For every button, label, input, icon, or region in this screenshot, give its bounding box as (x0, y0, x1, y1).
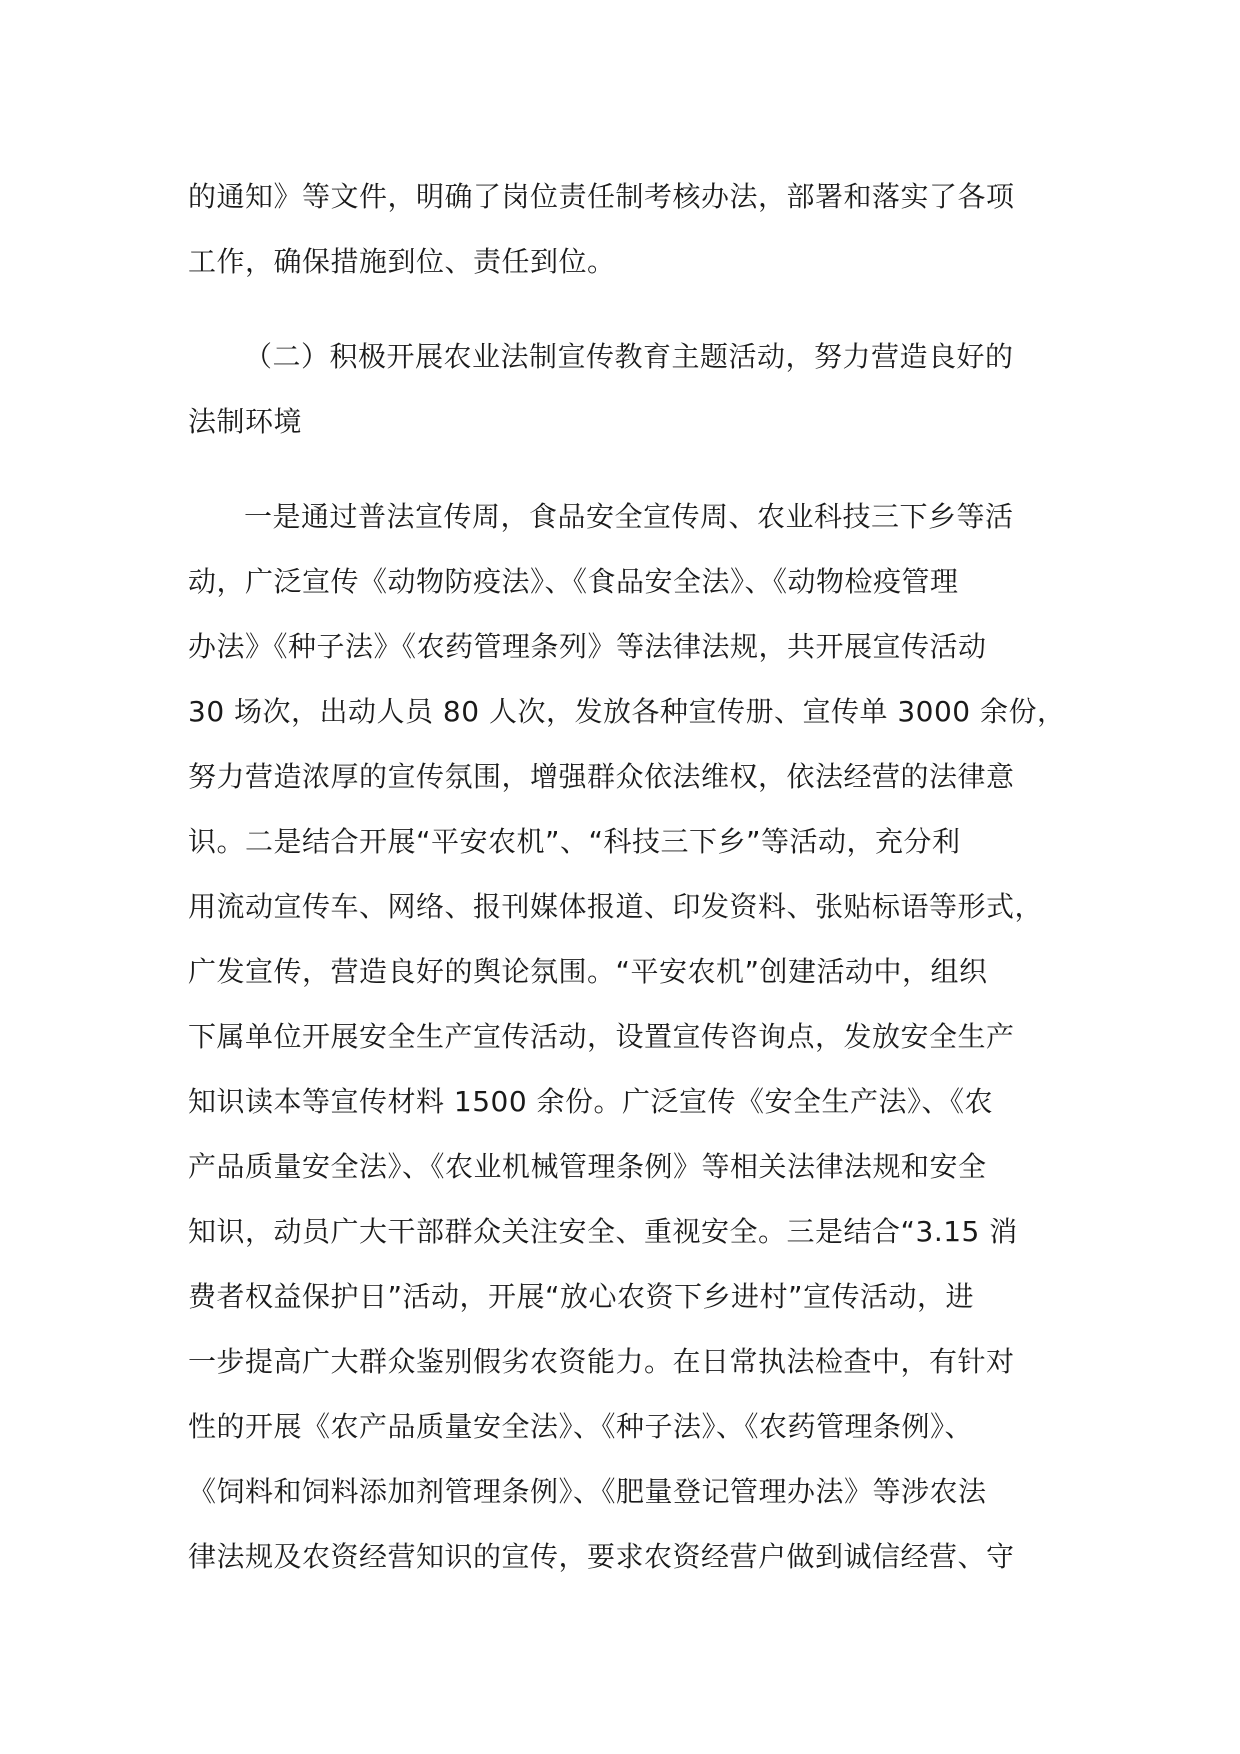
paragraph-continuation (188, 164, 1068, 294)
text-line: 广发宣传，营造良好的舆论氛围。“平安农机”创建活动中，组织 (188, 955, 988, 988)
paragraph-body (188, 484, 1068, 1589)
text-line: 费者权益保护日”活动，开展“放心农资下乡进村”宣传活动，进 (188, 1280, 975, 1313)
section-heading (188, 324, 1068, 454)
text-line: 《饲料和饲料添加剂管理条例》、《肥量登记管理办法》等涉农法 (188, 1475, 987, 1508)
text-line: 办法》《种子法》《农药管理条列》等法律法规，共开展宣传活动 (188, 630, 987, 663)
text-line: 产品质量安全法》、《农业机械管理条例》等相关法律法规和安全 (188, 1150, 987, 1183)
text-line: 知识，动员广大干部群众关注安全、重视安全。三是结合“3.15 消 (188, 1215, 1018, 1248)
paragraph-spacer (188, 454, 1068, 484)
section-heading-line: （二）积极开展农业法制宣传教育主题活动，努力营造良好的 (244, 340, 1014, 373)
text-line: 知识读本等宣传材料 1500 余份。广泛宣传《安全生产法》、《农 (188, 1085, 994, 1118)
text-line: 的通知》等文件，明确了岗位责任制考核办法，部署和落实了各项 (188, 180, 1015, 213)
text-line: 性的开展《农产品质量安全法》、《种子法》、《农药管理条例》、 (188, 1410, 974, 1443)
text-line: 一步提高广大群众鉴别假劣农资能力。在日常执法检查中，有针对 (188, 1345, 1015, 1378)
section-heading-line: 法制环境 (188, 405, 303, 438)
document-body (188, 164, 1068, 1589)
text-line: 动，广泛宣传《动物防疫法》、《食品安全法》、《动物检疫管理 (188, 565, 959, 598)
text-line: 工作，确保措施到位、责任到位。 (188, 245, 616, 278)
text-line: 一是通过普法宣传周，食品安全宣传周、农业科技三下乡等活 (244, 500, 1014, 533)
text-line: 识。二是结合开展“平安农机”、“科技三下乡”等活动，充分利 (188, 825, 961, 858)
text-line: 用流动宣传车、网络、报刊媒体报道、印发资料、张贴标语等形式， (188, 890, 1044, 923)
text-line: 律法规及农资经营知识的宣传，要求农资经营户做到诚信经营、守 (188, 1540, 1015, 1573)
paragraph-spacer (188, 294, 1068, 324)
text-line: 30 场次，出动人员 80 人次，发放各种宣传册、宣传单 3000 余份， (188, 695, 1066, 728)
text-line: 下属单位开展安全生产宣传活动，设置宣传咨询点，发放安全生产 (188, 1020, 1015, 1053)
text-line: 努力营造浓厚的宣传氛围，增强群众依法维权，依法经营的法律意 (188, 760, 1015, 793)
